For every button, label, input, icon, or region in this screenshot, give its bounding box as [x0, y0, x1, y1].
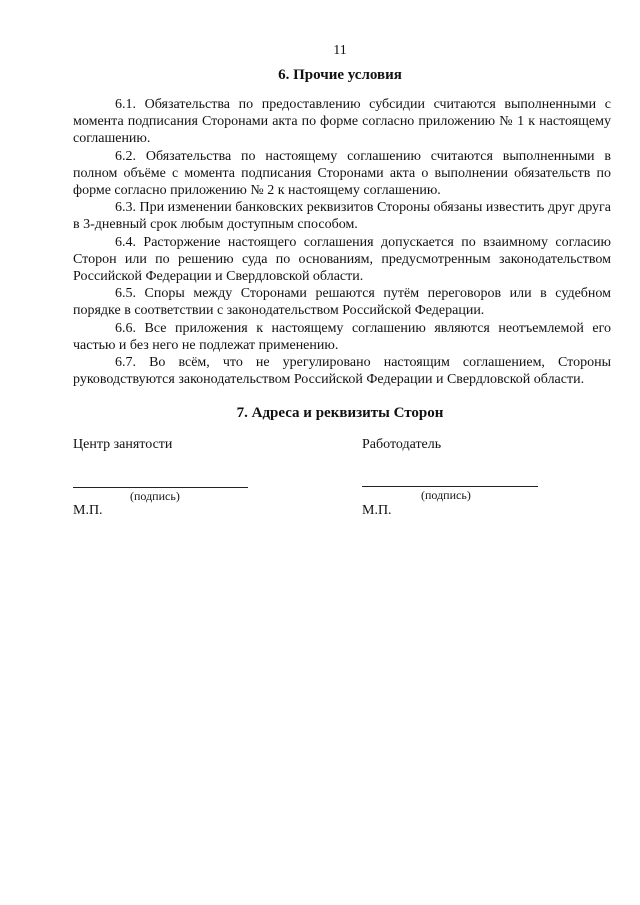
section-6-title: 6. Прочие условия: [278, 67, 402, 83]
page-number: 11: [333, 43, 347, 58]
section-7-title: 7. Адреса и реквизиты Сторон: [236, 405, 444, 421]
clause-6-7: 6.7. Во всём, что не урегулировано настоящим соглашением, Стороны руководствуются законодательством Российской Федерации и Свердловской области.: [73, 355, 611, 388]
left-stamp-place: М.П.: [73, 503, 103, 518]
clause-6-3: 6.3. При изменении банковских реквизитов Стороны обязаны известить друг друга в 3-дневный срок любым доступным способом.: [73, 200, 611, 233]
right-signature-caption: (подпись): [421, 488, 471, 502]
right-signature-line: [362, 486, 538, 487]
section-6-body: [73, 96, 611, 388]
left-signature-line: [73, 487, 248, 488]
clause-6-1: 6.1. Обязательства по предоставлению субсидии считаются выполненными с момента подписания Сторонами акта по форме согласно приложению № 1 к настоящему соглашению.: [73, 97, 611, 147]
clause-6-6: 6.6. Все приложения к настоящему соглашению являются неотъемлемой его частью и без него не подлежат применению.: [73, 320, 611, 353]
right-stamp-place: М.П.: [362, 503, 392, 518]
clause-6-4: 6.4. Расторжение настоящего соглашения допускается по взаимному согласию Сторон или по решению суда по основаниям, предусмотренным законодательством Российской Федерации и Свердловской области.: [73, 234, 611, 285]
clause-6-2: 6.2. Обязательства по настоящему соглашению считаются выполненными в полном объёме с момента подписания Сторонами акта о выполнении обязательств по форме согласно приложению № 2 к настоящему соглашению.: [73, 148, 611, 199]
left-signature-caption: (подпись): [130, 489, 180, 503]
clause-6-5: 6.5. Споры между Сторонами решаются путём переговоров или в судебном порядке в соответствии с законодательством Российской Федерации.: [73, 286, 611, 319]
right-party-label: Работодатель: [362, 437, 442, 452]
left-party-label: Центр занятости: [73, 437, 173, 452]
